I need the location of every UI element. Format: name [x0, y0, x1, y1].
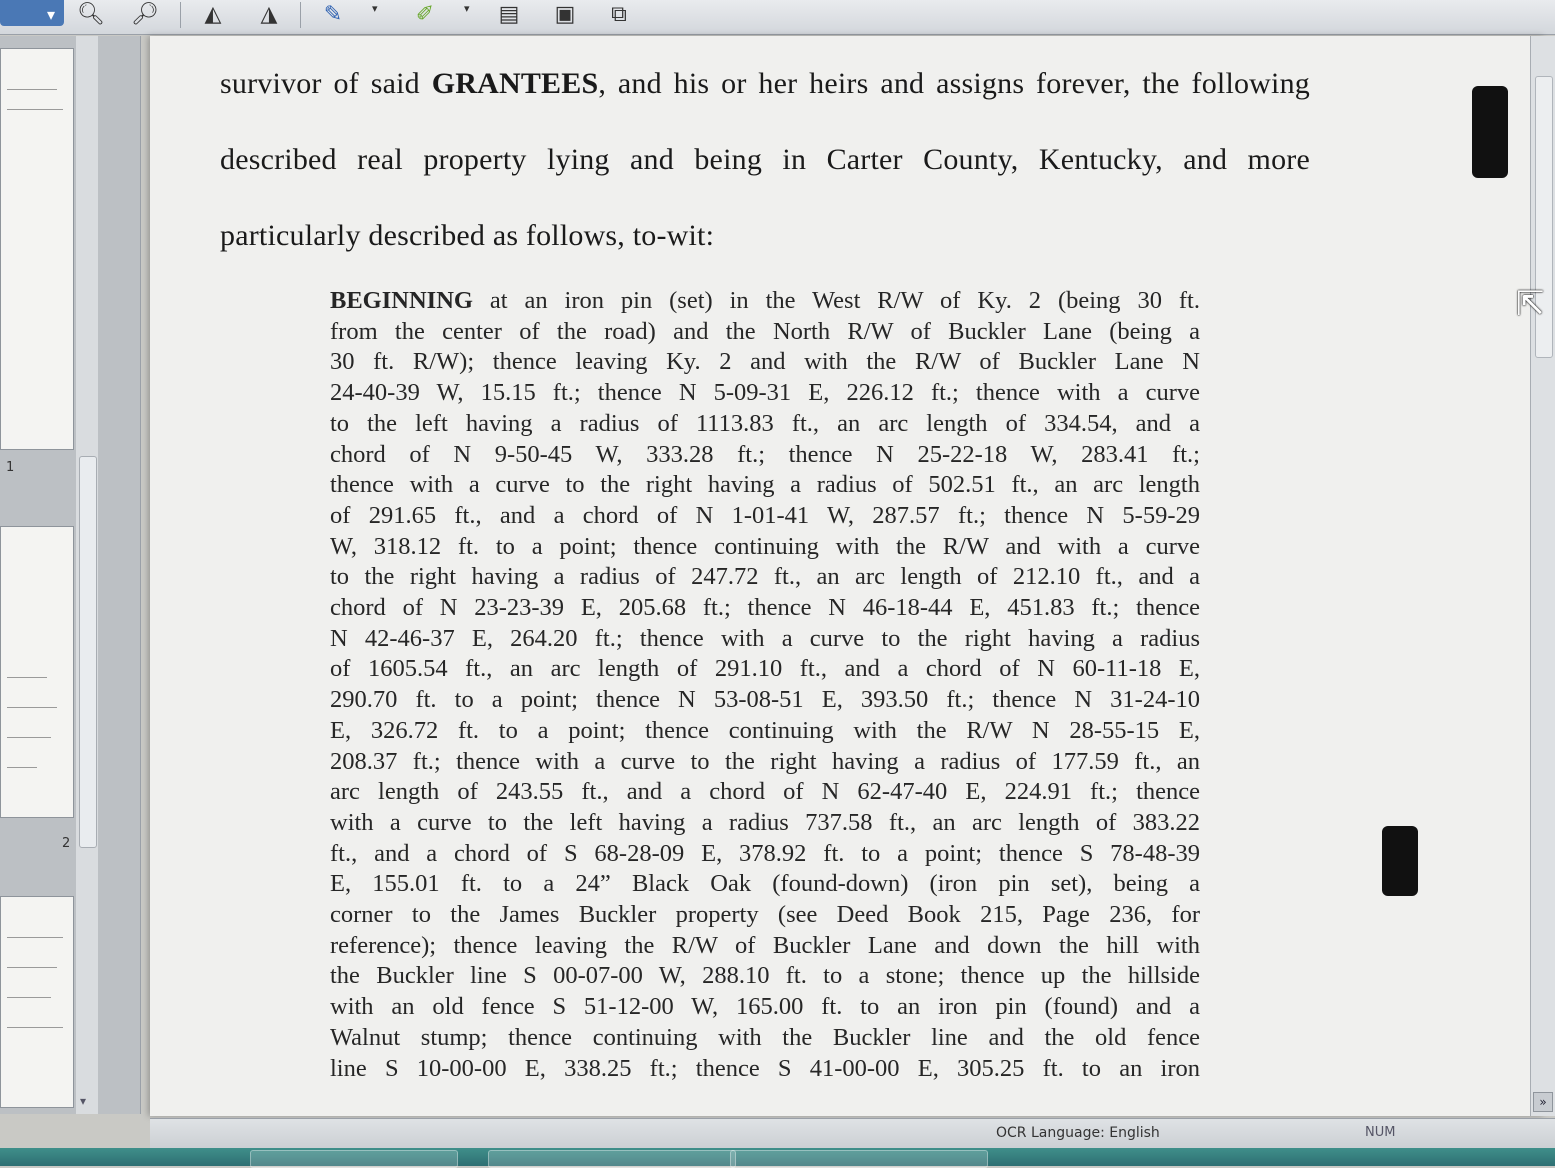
image-icon[interactable]: ▣: [554, 1, 576, 27]
legal-line: to the right having a radius of 247.72 ft., an arc length of 212.10 ft., and a: [330, 563, 1200, 591]
scrollbar-thumb[interactable]: [79, 456, 97, 848]
page-icon[interactable]: ▤: [498, 1, 520, 27]
page-down-icon[interactable]: »: [1533, 1092, 1553, 1112]
legal-line: chord of N 9-50-45 W, 333.28 ft.; thence N 25-22-18 W, 283.41 ft.;: [330, 440, 1200, 468]
mouse-cursor-icon: ⇱: [1516, 284, 1545, 324]
thumbnail-pane: [0, 36, 141, 1114]
legal-line: of 1605.54 ft., an arc length of 291.10 ft., and a chord of N 60-11-18 E,: [330, 655, 1200, 683]
legal-line: chord of N 23-23-39 E, 205.68 ft.; thence N 46-18-44 E, 451.83 ft.; thence: [330, 594, 1200, 622]
toolbar-separator: [180, 2, 181, 28]
toolbar: [0, 0, 1555, 35]
legal-line: arc length of 243.55 ft., and a chord of N 62-47-40 E, 224.91 ft.; thence: [330, 778, 1200, 806]
zoom-in-icon[interactable]: 🔍︎: [77, 1, 105, 27]
legal-line: 290.70 ft. to a point; thence N 53-08-51 E, 393.50 ft.; thence N 31-24-10: [330, 686, 1200, 714]
intro-paragraph: [220, 64, 1310, 292]
taskbar-item[interactable]: [488, 1150, 736, 1168]
zoom-out-icon[interactable]: 🔎︎: [131, 1, 159, 27]
legal-line: thence with a curve to the right having a radius of 502.51 ft., an arc length: [330, 471, 1200, 499]
document-page: [150, 36, 1545, 1116]
document-scrollbar[interactable]: [1530, 36, 1555, 1116]
page-thumbnail[interactable]: [0, 526, 74, 818]
highlighter-dropdown-icon[interactable]: ▾: [464, 2, 470, 15]
legal-line: the Buckler line S 00-07-00 W, 288.10 ft. to a stone; thence up the hillside: [330, 962, 1200, 990]
legal-line: line S 10-00-00 E, 338.25 ft.; thence S 41-00-00 E, 305.25 ft. to an iron: [330, 1054, 1200, 1082]
taskbar-item[interactable]: [250, 1150, 458, 1168]
highlighter-icon[interactable]: ✐: [415, 1, 435, 27]
legal-line: 30 ft. R/W); thence leaving Ky. 2 and with the R/W of Buckler Lane N: [330, 348, 1200, 376]
margin-marker: [1382, 826, 1418, 896]
ocr-language-status: OCR Language: English: [996, 1125, 1160, 1141]
legal-line: with an old fence S 51-12-00 W, 165.00 ft. to an iron pin (found) and a: [330, 993, 1200, 1021]
rotate-left-icon[interactable]: ◭: [204, 1, 222, 27]
legal-description: [330, 286, 1200, 1084]
legal-line: 24-40-39 W, 15.15 ft.; thence N 5-09-31 E, 226.12 ft.; thence with a curve: [330, 379, 1200, 407]
legal-line: corner to the James Buckler property (see Deed Book 215, Page 236, for: [330, 901, 1200, 929]
legal-line: of 291.65 ft., and a chord of N 1-01-41 W, 287.57 ft.; thence N 5-59-29: [330, 501, 1200, 529]
intro-line: particularly described as follows, to-wit:: [220, 219, 715, 252]
page-thumbnail[interactable]: [0, 896, 74, 1108]
legal-line: 208.37 ft.; thence with a curve to the right having a radius of 177.59 ft., an: [330, 747, 1200, 775]
scroll-down-icon[interactable]: ▾: [80, 1094, 87, 1108]
toolbar-separator: [300, 2, 301, 28]
page-number-label: 1: [6, 460, 15, 475]
legal-line: N 42-46-37 E, 264.20 ft.; thence with a curve to the right having a radius: [330, 624, 1200, 652]
legal-line: from the center of the road) and the North R/W of Buckler Lane (being a: [330, 317, 1200, 345]
export-icon[interactable]: ⧉: [611, 1, 627, 27]
taskbar: [0, 1148, 1555, 1166]
rotate-right-icon[interactable]: ◮: [260, 1, 278, 27]
legal-line: with a curve to the left having a radius 737.58 ft., an arc length of 383.22: [330, 808, 1200, 836]
legal-line: Walnut stump; thence continuing with the Buckler line and the old fence: [330, 1023, 1200, 1051]
status-bar: [150, 1118, 1555, 1149]
pen-dropdown-icon[interactable]: ▾: [372, 2, 378, 15]
page-number-label: 2: [62, 836, 71, 851]
margin-marker: [1472, 86, 1508, 178]
dropdown-arrow-icon[interactable]: ▾: [46, 4, 56, 24]
legal-line: BEGINNING at an iron pin (set) in the West R/W of Ky. 2 (being 30 ft.: [330, 287, 1200, 314]
legal-line: ft., and a chord of S 68-28-09 E, 378.92 ft. to a point; thence S 78-48-39: [330, 839, 1200, 867]
page-thumbnail[interactable]: [0, 48, 74, 450]
legal-line: E, 326.72 ft. to a point; thence continuing with the R/W N 28-55-15 E,: [330, 716, 1200, 744]
legal-line: reference); thence leaving the R/W of Buckler Lane and down the hill with: [330, 931, 1200, 959]
legal-line: to the left having a radius of 1113.83 ft., an arc length of 334.54, and a: [330, 409, 1200, 437]
pen-icon[interactable]: ✎: [323, 1, 343, 27]
intro-line: described real property lying and being in Carter County, Kentucky, and more: [220, 143, 1310, 176]
taskbar-item[interactable]: [730, 1150, 988, 1168]
legal-line: W, 318.12 ft. to a point; thence continuing with the R/W and with a curve: [330, 532, 1200, 560]
num-lock-indicator: NUM: [1365, 1125, 1396, 1140]
legal-line: E, 155.01 ft. to a 24” Black Oak (found-down) (iron pin set), being a: [330, 870, 1200, 898]
intro-line: survivor of said GRANTEES, and his or her heirs and assigns forever, the following: [220, 67, 1310, 100]
thumbnail-scrollbar[interactable]: [76, 36, 98, 1114]
